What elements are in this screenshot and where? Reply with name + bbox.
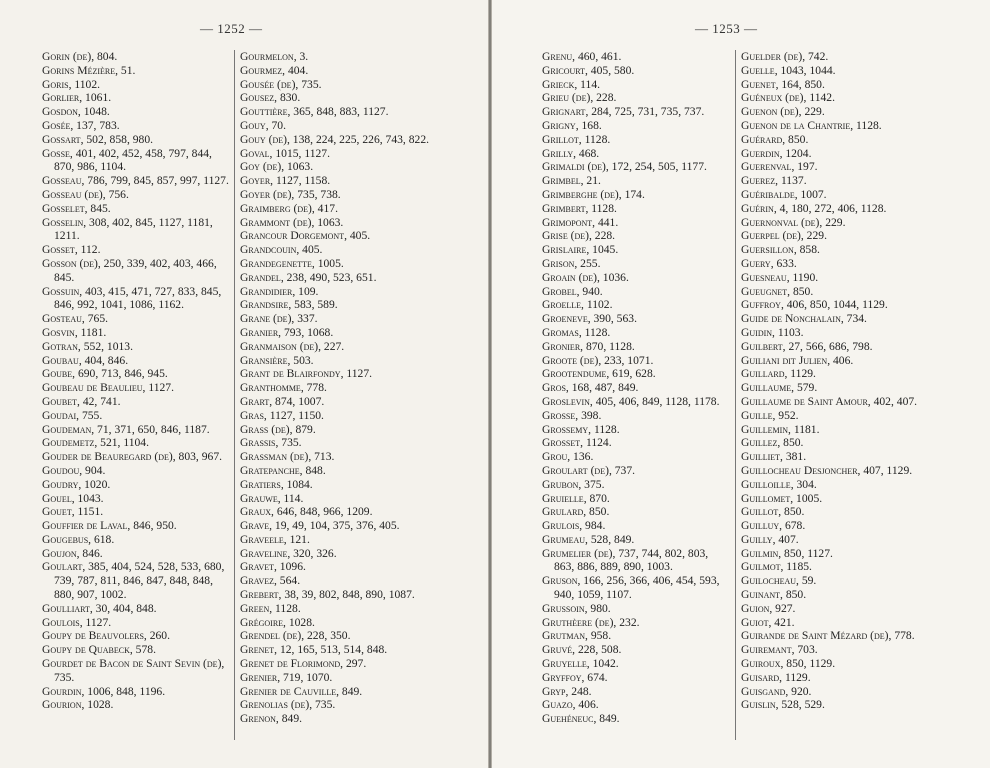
index-entry: Gorlier, 1061. [42, 91, 112, 105]
index-entry: Groslevin, 405, 406, 849, 1128, 1178. [542, 394, 720, 408]
index-entry: Goulois, 1127. [42, 615, 112, 629]
right-page [492, 0, 990, 768]
index-entry: Gouy (de), 138, 224, 225, 226, 743, 822. [240, 132, 430, 146]
index-entry: Goubeau de Beaulieu, 1127. [42, 381, 175, 395]
index-entry: Gravet, 1096. [240, 560, 306, 574]
index-entry: Guilloille, 304. [741, 477, 817, 491]
index-entry: Grandidier, 109. [240, 284, 319, 298]
index-entry: Goubau, 404, 846. [42, 353, 129, 367]
index-entry: Guion, 927. [741, 601, 796, 615]
index-entry: Grosset, 1124. [542, 436, 612, 450]
index-entry: Guilluy, 678. [741, 519, 806, 533]
index-entry: Grootendume, 619, 628. [542, 367, 656, 381]
index-entry: Guerpel (de), 229. [741, 229, 827, 243]
index-entry: Groelle, 1102. [542, 298, 613, 312]
index-entry: Guenet, 164, 850. [741, 77, 825, 91]
index-entry: Grimaldi (de), 172, 254, 505, 1177. [542, 160, 707, 174]
index-entry: Gouet, 1151. [42, 505, 104, 519]
index-entry: Gosse, 401, 402, 452, 458, 797, 844, 870, 986, 1104. [42, 146, 212, 174]
index-entry: Gouffier de Laval, 846, 950. [42, 519, 177, 533]
index-entry: Grass (de), 879. [240, 422, 316, 436]
index-entry: Goudeman, 71, 371, 650, 846, 1187. [42, 422, 210, 436]
index-entry: Grignart, 284, 725, 731, 735, 737. [542, 105, 705, 119]
index-entry: Grancour Dorgemont, 405. [240, 229, 371, 243]
index-entry: Gosset, 112. [42, 243, 101, 257]
index-entry: Guenon (de), 229. [741, 105, 825, 119]
index-entry: Grou, 136. [542, 450, 594, 464]
right-column-2 [741, 50, 941, 712]
index-entry: Grandel, 238, 490, 523, 651. [240, 270, 377, 284]
index-entry: Gotran, 552, 1013. [42, 339, 133, 353]
index-entry: Gruielle, 870. [542, 491, 610, 505]
index-entry: Goyer (de), 735, 738. [240, 187, 341, 201]
index-entry: Grosse, 398. [542, 408, 602, 422]
index-entry: Gossuin, 403, 415, 471, 727, 833, 845, 846, 992, 1041, 1086, 1162. [42, 284, 222, 312]
index-entry: Grumelier (de), 737, 744, 802, 803, 863, 886, 889, 890, 1003. [542, 546, 709, 574]
index-entry: Gruthèere (de), 232. [542, 615, 640, 629]
index-entry: Gras, 1127, 1150. [240, 408, 324, 422]
index-entry: Gougebus, 618. [42, 532, 115, 546]
index-entry: Guilmin, 850, 1127. [741, 546, 833, 560]
index-entry: Gravez, 564. [240, 574, 301, 588]
index-entry: Granthomme, 778. [240, 381, 327, 395]
index-entry: Granmaison (de), 227. [240, 339, 345, 353]
index-entry: Guiliani dit Julien, 406. [741, 353, 854, 367]
index-entry: Grenier de Cauville, 849. [240, 684, 363, 698]
index-entry: Goudou, 904. [42, 463, 106, 477]
index-entry: Guilocheau, 59. [741, 574, 817, 588]
index-entry: Grane (de), 337. [240, 312, 318, 326]
index-entry: Guislin, 528, 529. [741, 698, 825, 712]
index-entry: Grandsire, 583, 589. [240, 298, 338, 312]
index-entry: Guernonval (de), 229. [741, 215, 846, 229]
index-entry: Grendel (de), 228, 350. [240, 629, 351, 643]
index-entry: Groulart (de), 737. [542, 463, 636, 477]
index-entry: Guide de Nonchalain, 734. [741, 312, 867, 326]
index-entry: Gros, 168, 487, 849. [542, 381, 639, 395]
index-entry: Gourdin, 1006, 848, 1196. [42, 684, 166, 698]
index-entry: Guille, 952. [741, 408, 799, 422]
index-entry: Grebert, 38, 39, 802, 848, 890, 1087. [240, 588, 415, 602]
index-entry: Gourdet de Bacon de Saint Sevin (de), 735. [42, 657, 225, 684]
index-entry: Guéneux (de), 1142. [741, 91, 835, 105]
index-entry: Guilbert, 27, 566, 686, 798. [741, 339, 873, 353]
index-entry: Guenon de la Chantrie, 1128. [741, 118, 882, 132]
index-entry: Guisard, 1129. [741, 670, 811, 684]
index-entry: Guersillon, 858. [741, 243, 820, 257]
index-entry: Goulliart, 30, 404, 848. [42, 601, 157, 615]
index-entry: Gourion, 1028. [42, 698, 114, 712]
index-entry: Guéribalde, 1007. [741, 187, 827, 201]
index-entry: Goudry, 1020. [42, 477, 111, 491]
index-entry: Grimbel, 21. [542, 174, 601, 188]
index-entry: Guérard, 850. [741, 132, 809, 146]
index-entry: Grulois, 984. [542, 519, 606, 533]
index-entry: Gouder de Beauregard (de), 803, 967. [42, 450, 223, 464]
index-entry: Graveele, 121. [240, 532, 310, 546]
index-entry: Guillocheau Desjoncher, 407, 1129. [741, 463, 913, 477]
index-entry: Goris, 1102. [42, 77, 101, 91]
index-entry: Guerez, 1137. [741, 174, 807, 188]
index-entry: Granier, 793, 1068. [240, 325, 334, 339]
index-entry: Gosteau, 765. [42, 312, 109, 326]
index-entry: Gueugnet, 850. [741, 284, 814, 298]
index-entry: Guillaume de Saint Amour, 402, 407. [741, 394, 918, 408]
index-entry: Grislaire, 1045. [542, 243, 619, 257]
index-entry: Green, 1128. [240, 601, 301, 615]
index-entry: Gronier, 870, 1128. [542, 339, 635, 353]
index-entry: Gosvin, 1181. [42, 325, 107, 339]
index-entry: Guillot, 850. [741, 505, 805, 519]
index-entry: Gryp, 248. [542, 684, 592, 698]
index-entry: Graimberg (de), 417. [240, 201, 338, 215]
index-entry: Gorins Mézière, 51. [42, 63, 136, 77]
index-entry: Grilly, 468. [542, 146, 600, 160]
index-entry: Grave, 19, 49, 104, 375, 376, 405. [240, 519, 400, 533]
index-entry: Gossart, 502, 858, 980. [42, 132, 154, 146]
index-entry: Guelder (de), 742. [741, 50, 829, 63]
index-entry: Grant de Blairfondy, 1127. [240, 367, 373, 381]
index-entry: Grubon, 375. [542, 477, 605, 491]
index-entry: Grégoire, 1028. [240, 615, 315, 629]
index-entry: Goudemetz, 521, 1104. [42, 436, 150, 450]
index-entry: Gruvé, 228, 508. [542, 643, 622, 657]
index-entry: Graux, 646, 848, 966, 1209. [240, 505, 373, 519]
column-divider [234, 50, 235, 740]
index-entry: Grammont (de), 1063. [240, 215, 344, 229]
index-entry: Grimopont, 441. [542, 215, 619, 229]
index-entry: Grimbert, 1128. [542, 201, 617, 215]
left-column-1 [42, 50, 232, 712]
index-entry: Guilmot, 1185. [741, 560, 812, 574]
index-entry: Goujon, 846. [42, 546, 103, 560]
index-entry: Goyer, 1127, 1158. [240, 174, 331, 188]
index-entry: Grimberghe (de), 174. [542, 187, 645, 201]
index-entry: Grise (de), 228. [542, 229, 616, 243]
index-entry: Gourmelon, 3. [240, 50, 309, 63]
index-entry: Guillez, 850. [741, 436, 804, 450]
index-entry: Gryffoy, 674. [542, 670, 608, 684]
index-entry: Gousée (de), 735. [240, 77, 322, 91]
index-entry: Grenet de Florimond, 297. [240, 657, 367, 671]
index-entry: Grison, 255. [542, 256, 601, 270]
index-entry: Goupy de Beauvolers, 260. [42, 629, 170, 643]
index-entry: Guiremant, 703. [741, 643, 818, 657]
index-entry: Gousez, 830. [240, 91, 301, 105]
index-entry: Gouy, 70. [240, 118, 286, 132]
index-entry: Gruson, 166, 256, 366, 406, 454, 593, 940, 1059, 1107. [542, 574, 720, 602]
column-divider [735, 50, 736, 740]
index-entry: Groote (de), 233, 1071. [542, 353, 654, 367]
index-entry: Graveline, 320, 326. [240, 546, 337, 560]
index-entry: Grenolias (de), 735. [240, 698, 336, 712]
index-entry: Guffroy, 406, 850, 1044, 1129. [741, 298, 888, 312]
index-entry: Gosseau, 786, 799, 845, 857, 997, 1127. [42, 174, 229, 188]
index-entry: Groain (de), 1036. [542, 270, 629, 284]
index-entry: Grillot, 1128. [542, 132, 611, 146]
index-entry: Guazo, 406. [542, 698, 599, 712]
index-entry: Goval, 1015, 1127. [240, 146, 330, 160]
index-entry: Grutman, 958. [542, 629, 612, 643]
left-page-number: — 1252 — [200, 21, 263, 36]
index-entry: Goube, 690, 713, 846, 945. [42, 367, 168, 381]
index-entry: Grobel, 940. [542, 284, 603, 298]
index-entry: Groeneve, 390, 563. [542, 312, 637, 326]
index-entry: Gosson (de), 250, 339, 402, 403, 466, 845. [42, 256, 217, 284]
index-entry: Gouttière, 365, 848, 883, 1127. [240, 105, 389, 119]
index-entry: Guérin, 4, 180, 272, 406, 1128. [741, 201, 887, 215]
index-entry: Grumeau, 528, 849. [542, 532, 635, 546]
index-entry: Grandegenette, 1005. [240, 256, 344, 270]
index-entry: Grenier, 719, 1070. [240, 670, 333, 684]
index-entry: Grassman (de), 713. [240, 450, 335, 464]
index-entry: Gricourt, 405, 580. [542, 63, 635, 77]
index-entry: Gosée, 137, 783. [42, 118, 120, 132]
index-entry: Grussoin, 980. [542, 601, 611, 615]
index-entry: Guesneau, 1190. [741, 270, 819, 284]
index-entry: Guerenval, 197. [741, 160, 818, 174]
index-entry: Gosselin, 308, 402, 845, 1127, 1181, 1211. [42, 215, 213, 243]
index-entry: Grulard, 850. [542, 505, 610, 519]
index-entry: Guirande de Saint Mézard (de), 778. [741, 629, 915, 643]
index-entry: Guillemin, 1181. [741, 422, 820, 436]
index-entry: Guilliet, 381. [741, 450, 807, 464]
index-entry: Gourmez, 404. [240, 63, 309, 77]
index-entry: Guerdin, 1204. [741, 146, 812, 160]
index-entry: Grieck, 114. [542, 77, 601, 91]
index-entry: Grieu (de), 228. [542, 91, 617, 105]
index-entry: Grart, 874, 1007. [240, 394, 325, 408]
index-entry: Goudai, 755. [42, 408, 103, 422]
index-entry: Gratiers, 1084. [240, 477, 313, 491]
index-entry: Guillard, 1129. [741, 367, 816, 381]
index-entry: Gosseau (de), 756. [42, 187, 129, 201]
index-entry: Gruyelle, 1042. [542, 657, 619, 671]
index-entry: Goulart, 385, 404, 524, 528, 533, 680, 739, 787, 811, 846, 847, 848, 848, 880, 907, 1002. [42, 560, 225, 602]
index-entry: Grenon, 849. [240, 712, 303, 726]
left-page [0, 0, 488, 768]
index-entry: Guiroux, 850, 1129. [741, 657, 836, 671]
index-entry: Guidin, 1103. [741, 325, 804, 339]
index-entry: Guillomet, 1005. [741, 491, 823, 505]
index-entry: Gosselet, 845. [42, 201, 111, 215]
index-entry: Gouel, 1043. [42, 491, 104, 505]
index-entry: Goubet, 42, 741. [42, 394, 121, 408]
index-entry: Grossemy, 1128. [542, 422, 620, 436]
right-page-number: — 1253 — [695, 21, 758, 36]
index-entry: Guery, 633. [741, 256, 797, 270]
index-entry: Gransière, 503. [240, 353, 314, 367]
index-entry: Guillaume, 579. [741, 381, 818, 395]
index-entry: Grassis, 735. [240, 436, 302, 450]
index-entry: Gromas, 1128. [542, 325, 611, 339]
left-column-2 [240, 50, 432, 726]
index-entry: Gorin (de), 804. [42, 50, 118, 63]
index-entry: Guehéneuc, 849. [542, 712, 620, 726]
index-entry: Guinant, 850. [741, 588, 807, 602]
index-entry: Grauwe, 114. [240, 491, 304, 505]
index-entry: Guisgand, 920. [741, 684, 812, 698]
index-entry: Guelle, 1043, 1044. [741, 63, 836, 77]
index-entry: Grandcouin, 405. [240, 243, 323, 257]
index-entry: Grenet, 12, 165, 513, 514, 848. [240, 643, 388, 657]
index-entry: Goy (de), 1063. [240, 160, 314, 174]
index-entry: Goupy de Quabeck, 578. [42, 643, 156, 657]
index-entry: Guilly, 407. [741, 532, 799, 546]
index-entry: Guiot, 421. [741, 615, 795, 629]
index-entry: Grenu, 460, 461. [542, 50, 622, 63]
right-column-1 [542, 50, 730, 726]
index-entry: Grigny, 168. [542, 118, 602, 132]
index-entry: Gratepanche, 848. [240, 463, 326, 477]
index-entry: Gosdon, 1048. [42, 105, 110, 119]
